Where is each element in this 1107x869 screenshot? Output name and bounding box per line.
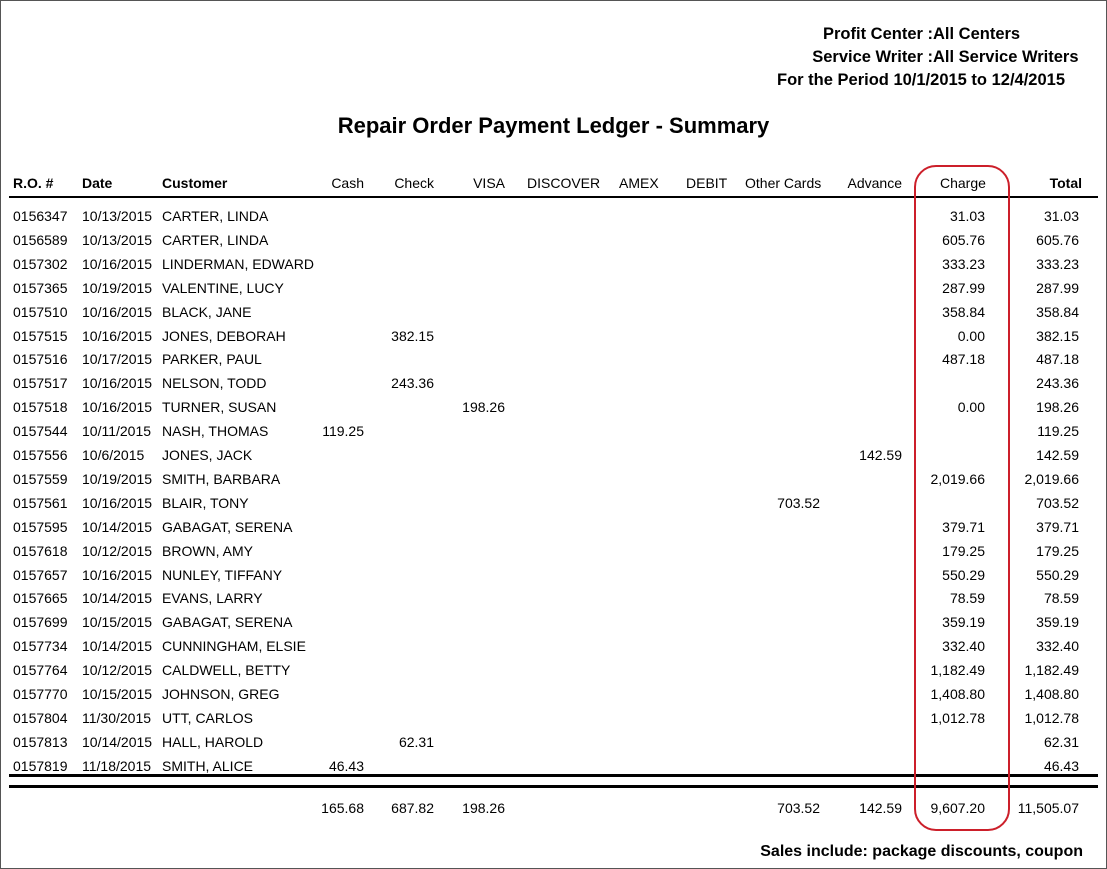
customer-name: SMITH, ALICE [162, 757, 254, 774]
ro-number: 0157804 [13, 709, 68, 726]
customer-name: CALDWELL, BETTY [162, 662, 291, 679]
ro-number: 0157618 [13, 542, 68, 559]
date: 10/14/2015 [82, 590, 153, 607]
column-header-amex: AMEX [619, 175, 659, 191]
date: 10/14/2015 [82, 733, 153, 750]
ledger-row [1, 495, 1106, 519]
ro-number: 0156347 [13, 208, 68, 224]
ledger-row [1, 232, 1106, 256]
date: 10/17/2015 [82, 351, 153, 368]
ledger-row [1, 758, 1106, 782]
ro-number: 0157559 [13, 470, 68, 487]
total-amount: 1,012.78 [1024, 709, 1079, 726]
ro-number: 0157510 [13, 303, 68, 320]
charge-amount: 0.00 [957, 399, 985, 416]
ro-number: 0157517 [13, 375, 68, 392]
date: 11/30/2015 [82, 709, 152, 726]
ledger-row [1, 351, 1106, 375]
total-amount: 198.26 [1036, 399, 1079, 416]
date: 10/16/2015 [82, 494, 153, 511]
ledger-row [1, 328, 1106, 352]
total-amount: 31.03 [1043, 208, 1079, 224]
column-header-customer: Customer [162, 175, 228, 191]
date: 10/16/2015 [82, 327, 153, 344]
charge-amount: 31.03 [949, 208, 985, 224]
total-amount: 1,408.80 [1024, 686, 1079, 702]
total-amount: 78.59 [1043, 590, 1079, 607]
column-header-advance: Advance [847, 175, 902, 191]
charge-amount: 1,182.49 [930, 662, 985, 679]
ledger-row [1, 423, 1106, 447]
charge-amount: 2,019.66 [930, 470, 985, 487]
footer-note: Sales include: package discounts, coupon [760, 843, 1083, 860]
customer-name: TURNER, SUSAN [162, 399, 277, 416]
ledger-row [1, 304, 1106, 328]
date: 10/16/2015 [82, 399, 153, 416]
charge-amount: 287.99 [942, 279, 985, 296]
customer-name: GABAGAT, SERENA [162, 614, 293, 631]
ledger-row [1, 734, 1106, 758]
total-amount: 487.18 [1036, 351, 1079, 368]
customer-name: CUNNINGHAM, ELSIE [162, 638, 306, 655]
date: 10/12/2015 [82, 662, 153, 679]
total-amount: 2,019.66 [1024, 470, 1079, 487]
customer-name: UTT, CARLOS [162, 709, 254, 726]
ro-number: 0157657 [13, 566, 68, 583]
ro-number: 0157561 [13, 494, 68, 511]
charge-amount: 1,012.78 [930, 709, 985, 726]
customer-name: NUNLEY, TIFFANY [162, 566, 283, 583]
ledger-row [1, 208, 1106, 232]
customer-name: HALL, HAROLD [162, 733, 264, 750]
total-amount: 605.76 [1036, 231, 1079, 248]
date: 10/16/2015 [82, 566, 153, 583]
header-divider [9, 196, 1098, 198]
column-header-check: Check [394, 175, 434, 191]
total-amount: 359.19 [1036, 614, 1079, 631]
date: 11/18/2015 [82, 757, 152, 774]
charge-amount: 358.84 [942, 303, 985, 320]
column-header-total: Total [1049, 175, 1082, 191]
totals-row [1, 800, 1106, 824]
grand-total: 11,505.07 [1017, 800, 1079, 816]
customer-name: BLACK, JANE [162, 303, 252, 320]
total-visa: 198.26 [462, 800, 505, 816]
total-check: 687.82 [391, 800, 434, 816]
customer-name: VALENTINE, LUCY [162, 279, 284, 296]
advance-amount: 142.59 [859, 447, 902, 463]
ro-number: 0157515 [13, 327, 68, 344]
customer-name: PARKER, PAUL [162, 351, 262, 368]
customer-name: JONES, DEBORAH [162, 327, 286, 344]
total-other-cards: 703.52 [777, 800, 820, 816]
date: 10/13/2015 [82, 231, 153, 248]
ledger-row [1, 256, 1106, 280]
total-amount: 46.43 [1043, 757, 1079, 774]
total-charge: 9,607.20 [930, 800, 985, 816]
ledger-row [1, 447, 1106, 471]
customer-name: CARTER, LINDA [162, 231, 269, 248]
totals-divider-bottom [9, 785, 1098, 788]
date: 10/19/2015 [82, 470, 153, 487]
ledger-row [1, 399, 1106, 423]
customer-name: CARTER, LINDA [162, 208, 269, 224]
ro-number: 0157544 [13, 423, 68, 440]
column-header-ro: R.O. # [13, 175, 54, 191]
ro-number: 0157595 [13, 518, 68, 535]
total-amount: 179.25 [1036, 542, 1079, 559]
charge-amount: 78.59 [949, 590, 985, 607]
column-header-cash: Cash [331, 175, 364, 191]
ledger-row [1, 543, 1106, 567]
profit-center-value: All Centers [933, 25, 1021, 43]
customer-name: NASH, THOMAS [162, 423, 269, 440]
ledger-row [1, 280, 1106, 304]
total-amount: 550.29 [1036, 566, 1079, 583]
ro-number: 0156589 [13, 231, 68, 248]
column-header-visa: VISA [473, 175, 505, 191]
service-writer-value: All Service Writers [933, 48, 1079, 66]
charge-amount: 333.23 [942, 255, 985, 272]
cash-amount: 119.25 [322, 423, 364, 440]
date: 10/15/2015 [82, 614, 153, 631]
column-header-debit: DEBIT [686, 175, 728, 191]
ro-number: 0157556 [13, 447, 68, 463]
date: 10/13/2015 [82, 208, 153, 224]
charge-amount: 1,408.80 [930, 686, 985, 702]
column-header-date: Date [82, 175, 113, 191]
ledger-row [1, 686, 1106, 710]
visa-amount: 198.26 [462, 399, 505, 416]
customer-name: BLAIR, TONY [162, 494, 249, 511]
date: 10/16/2015 [82, 255, 153, 272]
service-writer-line [1, 48, 1106, 68]
total-amount: 1,182.49 [1024, 662, 1079, 679]
other-cards-amount: 703.52 [777, 494, 820, 511]
ro-number: 0157665 [13, 590, 68, 607]
charge-amount: 0.00 [957, 327, 985, 344]
profit-center-line [1, 25, 1106, 45]
ledger-row [1, 471, 1106, 495]
report-title: Repair Order Payment Ledger - Summary [337, 113, 770, 138]
ledger-row [1, 614, 1106, 638]
date: 10/12/2015 [82, 542, 153, 559]
ro-number: 0157770 [13, 686, 68, 702]
total-amount: 333.23 [1036, 255, 1079, 272]
date: 10/14/2015 [82, 638, 153, 655]
column-header-charge: Charge [940, 175, 986, 191]
column-header-other-cards: Other Cards [745, 175, 822, 191]
charge-amount: 379.71 [942, 518, 985, 535]
total-amount: 142.59 [1036, 447, 1079, 463]
charge-amount: 487.18 [942, 351, 985, 368]
report-period: For the Period 10/1/2015 to 12/4/2015 [777, 71, 1065, 89]
total-cash: 165.68 [321, 800, 364, 816]
total-amount: 703.52 [1036, 494, 1079, 511]
ledger-row [1, 519, 1106, 543]
profit-center-label: Profit Center : [822, 25, 933, 43]
charge-amount: 605.76 [942, 231, 985, 248]
cash-amount: 46.43 [328, 757, 364, 774]
customer-name: JOHNSON, GREG [162, 686, 280, 702]
ro-number: 0157518 [13, 399, 68, 416]
service-writer-label: Service Writer : [812, 48, 933, 66]
total-amount: 62.31 [1043, 733, 1079, 750]
ro-number: 0157764 [13, 662, 68, 679]
ledger-row [1, 590, 1106, 614]
ledger-row [1, 710, 1106, 734]
total-amount: 287.99 [1036, 279, 1079, 296]
customer-name: GABAGAT, SERENA [162, 518, 293, 535]
date: 10/16/2015 [82, 303, 153, 320]
ro-number: 0157302 [13, 255, 68, 272]
customer-name: JONES, JACK [162, 447, 253, 463]
customer-name: SMITH, BARBARA [162, 470, 281, 487]
ro-number: 0157516 [13, 351, 68, 368]
ro-number: 0157699 [13, 614, 68, 631]
totals-divider-top [9, 774, 1098, 777]
ledger-row [1, 662, 1106, 686]
column-header-discover: DISCOVER [527, 175, 601, 191]
charge-amount: 332.40 [942, 638, 985, 655]
total-amount: 382.15 [1036, 327, 1079, 344]
check-amount: 62.31 [398, 733, 434, 750]
check-amount: 382.15 [391, 327, 434, 344]
date: 10/11/2015 [82, 423, 152, 440]
ro-number: 0157819 [13, 757, 68, 774]
ledger-row [1, 567, 1106, 591]
charge-amount: 550.29 [942, 566, 985, 583]
date: 10/15/2015 [82, 686, 153, 702]
date: 10/6/2015 [82, 447, 145, 463]
ledger-row [1, 638, 1106, 662]
date: 10/16/2015 [82, 375, 153, 392]
date: 10/14/2015 [82, 518, 153, 535]
ro-number: 0157734 [13, 638, 68, 655]
total-amount: 379.71 [1036, 518, 1079, 535]
total-amount: 119.25 [1037, 423, 1079, 440]
date: 10/19/2015 [82, 279, 153, 296]
check-amount: 243.36 [391, 375, 434, 392]
ro-number: 0157365 [13, 279, 68, 296]
charge-amount: 179.25 [942, 542, 985, 559]
customer-name: BROWN, AMY [162, 542, 254, 559]
total-advance: 142.59 [859, 800, 902, 816]
customer-name: LINDERMAN, EDWARD [162, 255, 314, 272]
charge-amount: 359.19 [942, 614, 985, 631]
customer-name: EVANS, LARRY [162, 590, 263, 607]
total-amount: 358.84 [1036, 303, 1079, 320]
ledger-row [1, 375, 1106, 399]
total-amount: 332.40 [1036, 638, 1079, 655]
total-amount: 243.36 [1036, 375, 1079, 392]
customer-name: NELSON, TODD [162, 375, 267, 392]
ro-number: 0157813 [13, 733, 68, 750]
